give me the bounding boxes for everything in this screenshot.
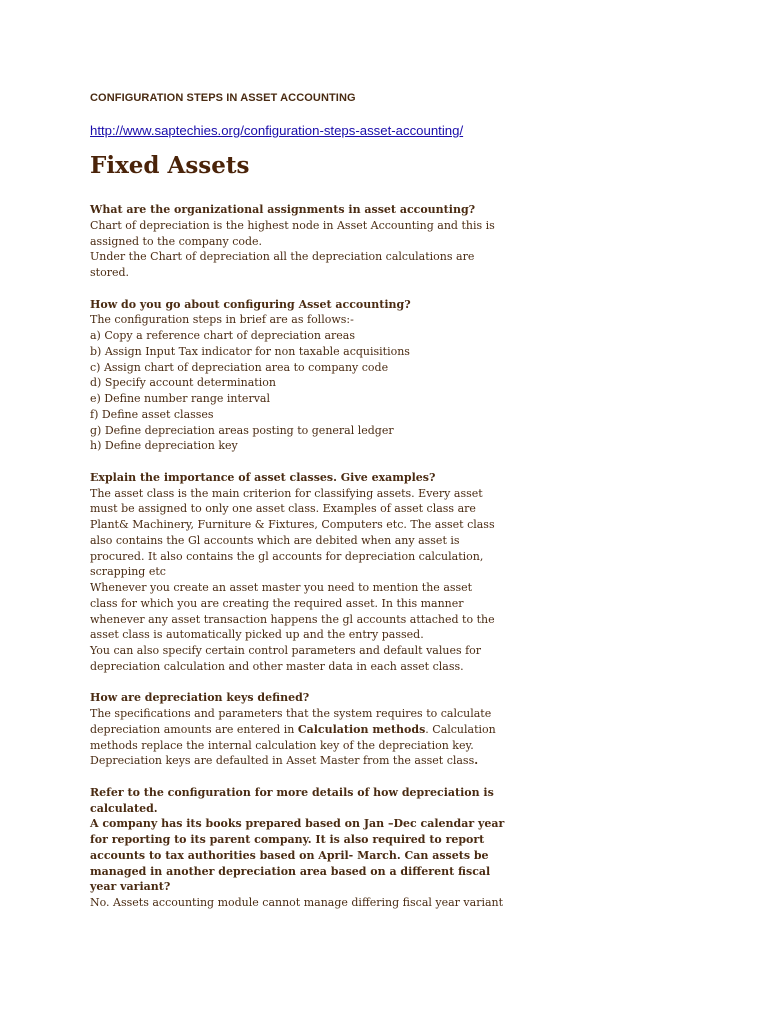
paragraph-line: The asset class is the main criterion for classifying assets. Every asset	[90, 486, 483, 500]
paragraph-line: depreciation calculation and other master data in each asset class.	[90, 659, 464, 673]
question-line: year variant?	[90, 880, 171, 894]
paragraph-line: assigned to the company code.	[90, 234, 263, 248]
step-item: g) Define depreciation areas posting to general ledger	[90, 423, 394, 437]
question-line: calculated.	[90, 801, 158, 815]
step-item: d) Specify account determination	[90, 376, 276, 390]
question-line: for reporting to its parent company. It is also required to report	[90, 833, 485, 846]
text-run: . Calculation	[425, 722, 496, 736]
text-run: Depreciation keys are defaulted in Asset Master from the asset class	[90, 754, 475, 768]
question-line: managed in another depreciation area based on a different fiscal	[90, 864, 491, 878]
step-item: f) Define asset classes	[90, 407, 214, 421]
paragraph-line: scrapping etc	[90, 565, 166, 579]
text-run: depreciation amounts are entered in	[90, 722, 298, 736]
paragraph-line: You can also specify certain control parameters and default values for	[90, 644, 482, 657]
paragraph-line: Plant& Machinery, Furniture & Fixtures, Computers etc. The asset class	[90, 518, 495, 531]
paragraph-line: Under the Chart of depreciation all the depreciation calculations are	[90, 250, 475, 264]
paragraph-line: stored.	[90, 266, 129, 279]
question-organizational-assignments: What are the organizational assignments in asset accounting?	[90, 203, 476, 216]
paragraph-line: whenever any asset transaction happens the gl accounts attached to the	[90, 612, 495, 626]
step-item: c) Assign chart of depreciation area to company code	[90, 360, 389, 374]
calculation-methods-term: Calculation methods	[297, 722, 426, 736]
question-asset-classes: Explain the importance of asset classes. Give examples?	[90, 470, 436, 484]
question-line: Refer to the configuration for more details of how depreciation is	[90, 785, 494, 799]
document-heading: CONFIGURATION STEPS IN ASSET ACCOUNTING	[90, 92, 356, 104]
paragraph-line: methods replace the internal calculation key of the depreciation key.	[90, 738, 474, 752]
paragraph-line: Whenever you create an asset master you need to mention the asset	[90, 581, 473, 594]
paragraph-line	[90, 722, 530, 738]
source-link[interactable]: http://www.saptechies.org/configuration-steps-asset-accounting/	[90, 123, 464, 138]
spacer	[90, 454, 530, 470]
text-run-bold: .	[474, 754, 479, 768]
answer-line: No. Assets accounting module cannot manage differing fiscal year variant	[90, 896, 504, 909]
paragraph-line: Chart of depreciation is the highest node in Asset Accounting and this is	[90, 218, 495, 232]
spacer	[90, 769, 530, 785]
spacer	[90, 281, 530, 297]
steps-intro: The configuration steps in brief are as follows:-	[90, 313, 354, 327]
question-configuring-asset-accounting: How do you go about configuring Asset accounting?	[90, 297, 411, 311]
step-item: b) Assign Input Tax indicator for non taxable acquisitions	[90, 344, 410, 358]
paragraph-line: The specifications and parameters that the system requires to calculate	[90, 707, 492, 720]
document-title: Fixed Assets	[90, 152, 250, 179]
paragraph-line	[90, 753, 530, 769]
step-item: h) Define depreciation key	[90, 439, 238, 453]
paragraph-line: asset class is automatically picked up and the entry passed.	[90, 628, 424, 642]
step-item: a) Copy a reference chart of depreciation areas	[90, 329, 355, 342]
question-line: A company has its books prepared based on Jan –Dec calendar year	[90, 817, 505, 831]
question-depreciation-keys: How are depreciation keys defined?	[90, 691, 310, 705]
step-item: e) Define number range interval	[90, 392, 270, 405]
paragraph-line: also contains the Gl accounts which are debited when any asset is	[90, 533, 460, 547]
paragraph-line: must be assigned to only one asset class. Examples of asset class are	[90, 502, 476, 516]
paragraph-line: class for which you are creating the required asset. In this manner	[90, 596, 464, 610]
document-body	[90, 202, 530, 911]
question-line: accounts to tax authorities based on April- March. Can assets be	[90, 848, 489, 862]
spacer	[90, 675, 530, 691]
paragraph-line: procured. It also contains the gl accounts for depreciation calculation,	[90, 549, 484, 563]
